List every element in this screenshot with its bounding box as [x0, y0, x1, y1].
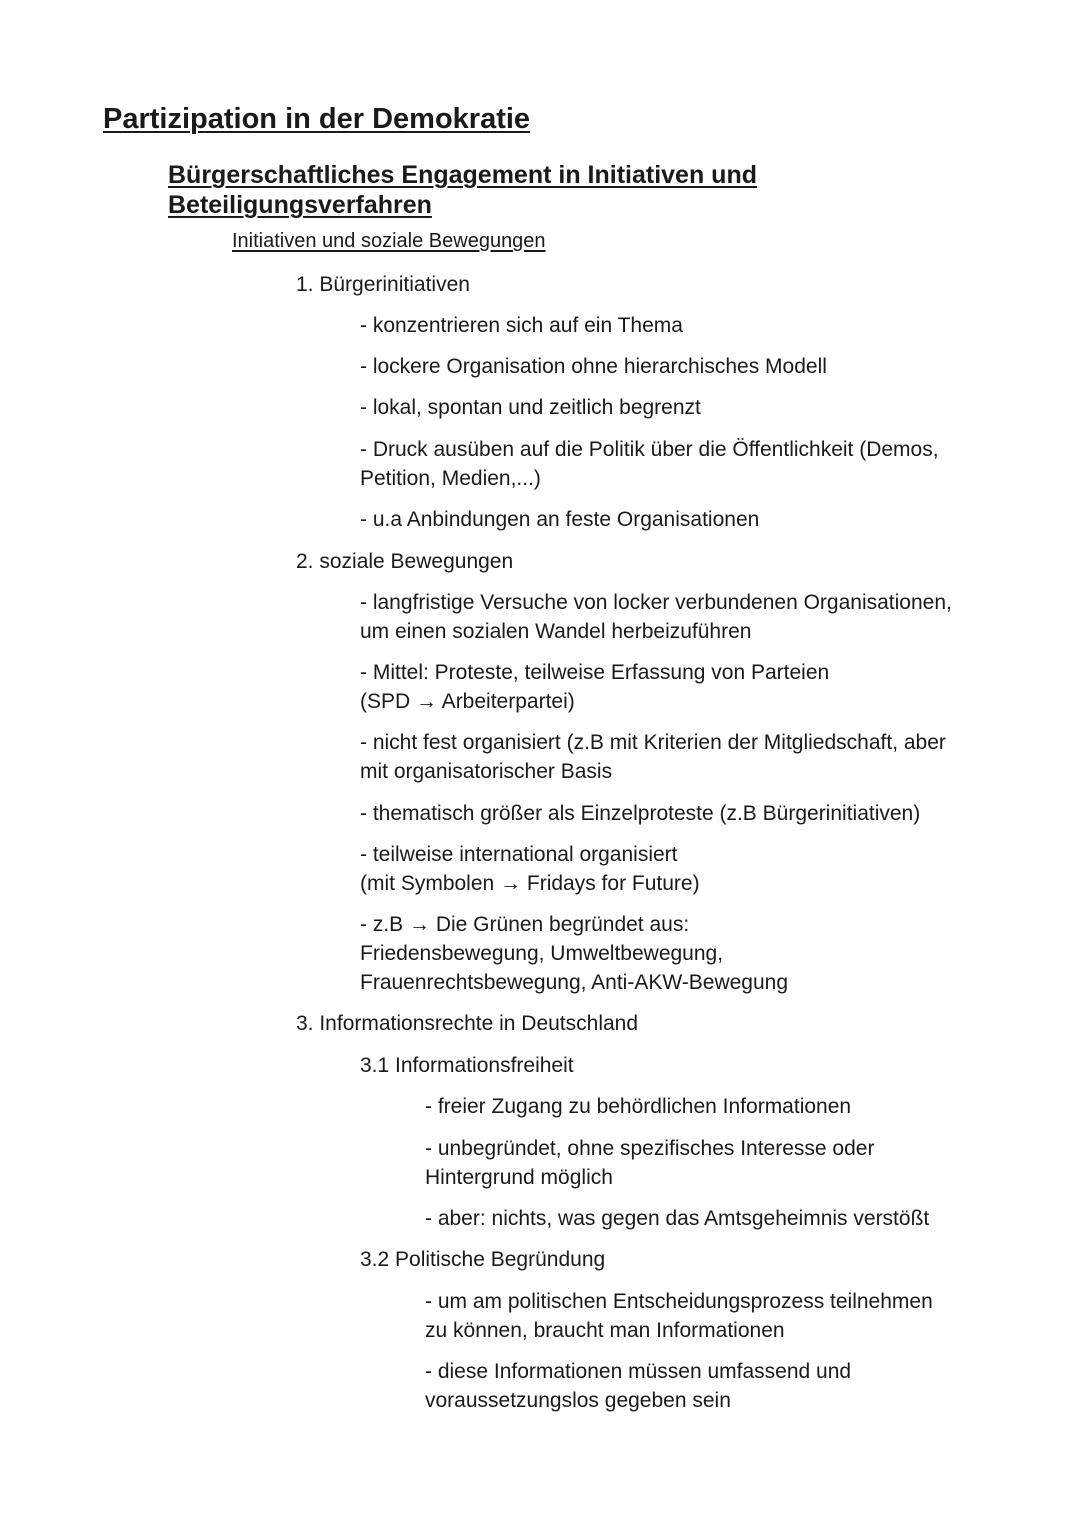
list-item: - freier Zugang zu behördlichen Informationen — [425, 1095, 852, 1118]
list-item-line: um einen sozialen Wandel herbeizuführen — [360, 620, 752, 643]
list-item-line: - Druck ausüben auf die Politik über die Öffentlichkeit (Demos, — [360, 438, 939, 461]
list-item-line: zu können, braucht man Informationen — [425, 1319, 785, 1342]
list-item — [360, 588, 952, 646]
list-item-line: - z.B → Die Grünen begründet aus: — [360, 913, 690, 936]
list-item-line: (mit Symbolen → Fridays for Future) — [360, 872, 700, 895]
section-heading-line1: Bürgerschaftliches Engagement in Initiativen und — [168, 161, 757, 189]
list-item: - u.a Anbindungen an feste Organisationen — [360, 508, 760, 531]
list-item: - thematisch größer als Einzelproteste (z.B Bürgerinitiativen) — [360, 802, 921, 825]
sublist-heading-informationsfreiheit: 3.1 Informationsfreiheit — [360, 1054, 574, 1077]
list-item — [425, 1134, 874, 1192]
list-item-line: - langfristige Versuche von locker verbundenen Organisationen, — [360, 591, 952, 614]
list-item-line: - nicht fest organisiert (z.B mit Kriterien der Mitgliedschaft, aber — [360, 731, 946, 754]
list-item-line: mit organisatorischer Basis — [360, 760, 613, 783]
list-item: - lokal, spontan und zeitlich begrenzt — [360, 396, 701, 419]
page-title: Partizipation in der Demokratie — [103, 103, 531, 135]
subsection-heading: Initiativen und soziale Bewegungen — [232, 230, 546, 252]
list-item — [360, 910, 788, 997]
list-item — [425, 1287, 933, 1345]
list-item-line: voraussetzungslos gegeben sein — [425, 1389, 731, 1412]
sublist-heading-politische-begruendung: 3.2 Politische Begründung — [360, 1248, 606, 1271]
list-item: - lockere Organisation ohne hierarchisches Modell — [360, 355, 827, 378]
list-item: - konzentrieren sich auf ein Thema — [360, 314, 683, 337]
section-heading-line2: Beteiligungsverfahren — [168, 191, 432, 219]
list-item-line: (SPD → Arbeiterpartei) — [360, 690, 575, 713]
list-heading-soziale-bewegungen: 2. soziale Bewegungen — [296, 550, 514, 573]
list-item-line: Petition, Medien,...) — [360, 467, 541, 490]
list-item-line: - teilweise international organisiert — [360, 843, 678, 866]
list-item — [360, 435, 939, 493]
section-heading — [168, 160, 888, 220]
list-item-line: Frauenrechtsbewegung, Anti-AKW-Bewegung — [360, 971, 789, 994]
list-item-line: - unbegründet, ohne spezifisches Interesse oder — [425, 1137, 875, 1160]
list-item — [360, 658, 829, 716]
list-item — [360, 728, 946, 786]
list-item-line: - um am politischen Entscheidungsprozess teilnehmen — [425, 1290, 933, 1313]
list-item-line: Hintergrund möglich — [425, 1166, 613, 1189]
list-item: - aber: nichts, was gegen das Amtsgeheimnis verstößt — [425, 1207, 930, 1230]
list-item — [360, 840, 700, 898]
list-item-line: - Mittel: Proteste, teilweise Erfassung von Parteien — [360, 661, 830, 684]
list-item — [425, 1357, 851, 1415]
list-item-line: Friedensbewegung, Umweltbewegung, — [360, 942, 724, 965]
list-heading-buergerinitiativen: 1. Bürgerinitiativen — [296, 273, 470, 296]
list-heading-informationsrechte: 3. Informationsrechte in Deutschland — [296, 1012, 639, 1035]
list-item-line: - diese Informationen müssen umfassend und — [425, 1360, 852, 1383]
